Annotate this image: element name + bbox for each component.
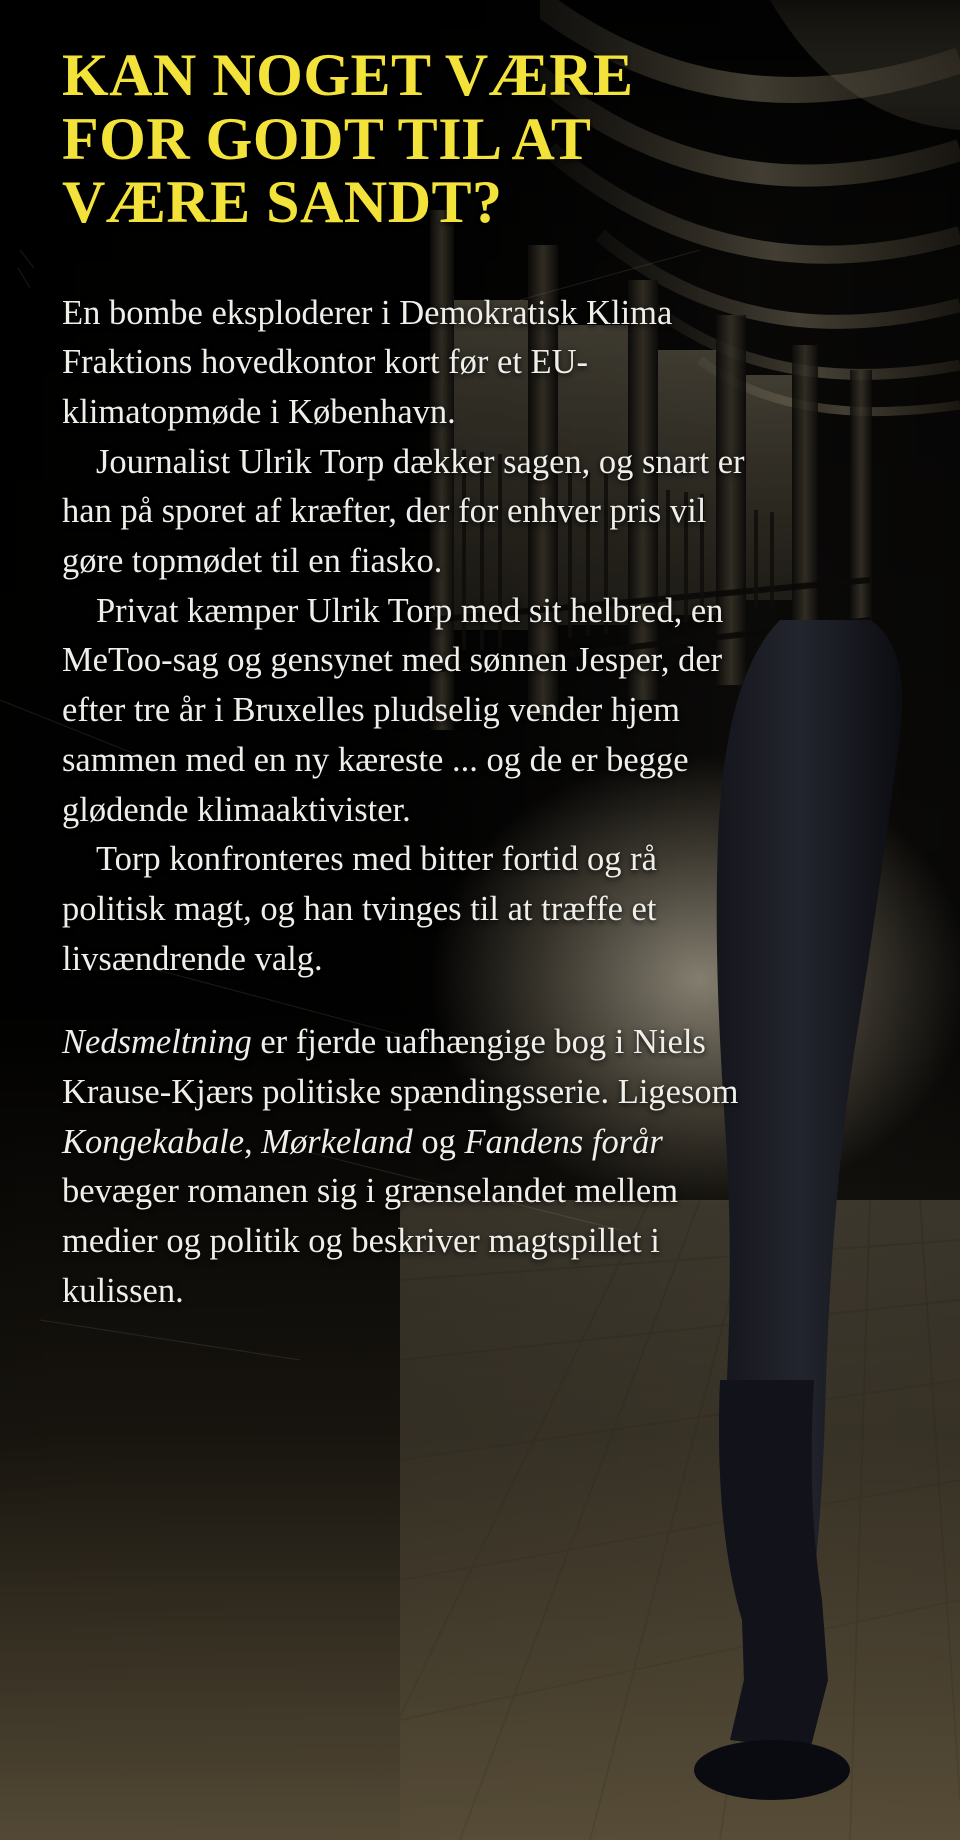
blurb-paragraph-3: Privat kæmper Ulrik Torp med sit helbred, en MeToo-sag og gensynet med sønnen Jesper, der efter tre år i Bruxelles pludselig vender hjem sammen med en ny kæreste ... og de er begge glødende klimaaktivister.: [62, 591, 724, 829]
blurb-text: [62, 289, 762, 1316]
series-note-paragraph: [62, 1018, 762, 1316]
blurb-paragraph-1: En bombe eksploderer i Demokratisk Klima Fraktions hovedkontor kort før et EU-klimatopmøde i København.: [62, 293, 673, 432]
series-note-text-1: er fjerde uafhængige bog i Niels Krause-Kjærs politiske spændingsserie. Ligesom: [62, 1023, 739, 1111]
series-title-nedsmeltning: Nedsmeltning: [62, 1023, 252, 1062]
back-cover-text-block: [62, 44, 762, 1316]
series-note-text-2: bevæger romanen sig i grænselandet mellem medier og politik og beskriver magtspillet i kulissen.: [62, 1172, 679, 1310]
series-note-sep-2: og: [412, 1122, 465, 1161]
paragraph-spacer: [62, 984, 762, 1018]
blurb-paragraph-2: Journalist Ulrik Torp dækker sagen, og snart er han på sporet af kræfter, der for enhver pris vil gøre topmødet til en fiasko.: [62, 442, 745, 581]
blurb-paragraph-4: Torp konfronteres med bitter fortid og rå politisk magt, og han tvinges til at træffe et livsændrende valg.: [62, 840, 657, 978]
series-title-fandens-forar: Fandens forår: [464, 1122, 663, 1161]
series-note-sep-1: ,: [244, 1122, 262, 1161]
series-title-kongekabale: Kongekabale: [62, 1122, 245, 1161]
series-title-morkeland: Mørkeland: [261, 1122, 413, 1161]
page-title: KAN NOGET VÆRE FOR GODT TIL AT VÆRE SANDT?: [62, 42, 634, 236]
